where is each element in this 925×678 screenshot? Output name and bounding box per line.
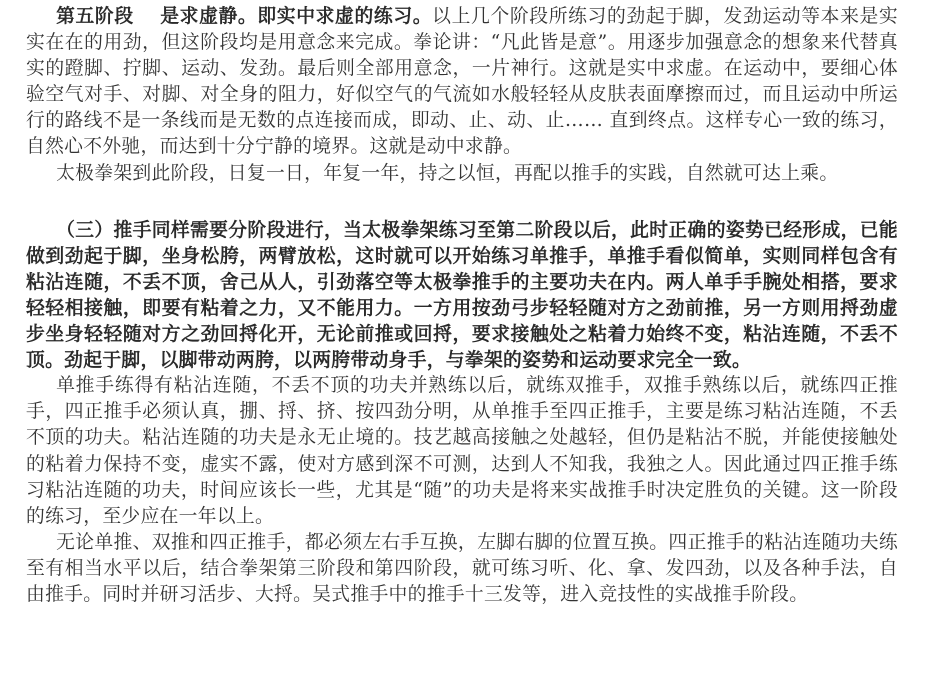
section-5-label: 第五阶段 [56,5,134,27]
section-5-heading: 是求虚静。即实中求虚的练习。 [160,5,433,27]
section-3-bold-paragraph: （三）推手同样需要分阶段进行，当太极拳架练习至第二阶段以后，此时正确的姿势已经形成，已能做到劲起于脚，坐身松胯，两臂放松，这时就可以开始练习单推手，单推手看似简单，实则同样包含有粘沾连随，不丢不顶，舍己从人，引劲落空等太极拳推手的主要功夫在内。两人单手手腕处相搭，要求轻轻相接触，即要有粘着之力，又不能用力。一方用按劲弓步轻轻随对方之劲前推，另一方则用捋劲虚步坐身轻轻随对方之劲回捋化开，无论前推或回捋，要求接触处之粘着力始终不变，粘沾连随，不丢不顶。劲起于脚，以脚带动两胯，以两胯带动身手，与拳架的姿势和运动要求完全一致。 [26,218,898,372]
closing-paragraph: 太极拳架到此阶段，日复一日，年复一年，持之以恒，再配以推手的实践，自然就可达上乘。 [56,162,839,184]
paragraph-gap [26,187,898,217]
section-5-paragraph [26,3,898,161]
double-push-hands-paragraph: 单推手练得有粘沾连随，不丢不顶的功夫并熟练以后，就练双推手，双推手熟练以后，就练四正推手，四正推手必须认真，掤、捋、挤、按四劲分明，从单推手至四正推手，主要是练习粘沾连随，不丢不顶的功夫。粘沾连随的功夫是永无止境的。技艺越高接触之处越轻，但仍是粘沾不脱，并能使接触处的粘着力保持不变，虚实不露，使对方感到深不可测，达到人不知我，我独之人。因此通过四正推手练习粘沾连随的功夫，时间应该长一些，尤其是“随”的功夫是将来实战推手时决定胜负的关键。这一阶段的练习，至少应在一年以上。 [26,375,898,527]
article-body [26,3,898,608]
advanced-push-hands-paragraph: 无论单推、双推和四正推手，都必须左右手互换，左脚右脚的位置互换。四正推手的粘沾连随功夫练至有相当水平以后，结合拳架第三阶段和第四阶段，就可练习听、化、拿、发四劲，以及各种手法，自由推手。同时并研习活步、大捋。吴式推手中的推手十三发等，进入竞技性的实战推手阶段。 [26,531,898,605]
section-5-body: 以上几个阶段所练习的劲起于脚，发劲运动等本来是实实在在的用劲，但这阶段均是用意念来完成。拳论讲：“凡此皆是意”。用逐步加强意念的想象来代替真实的蹬脚、拧脚、运动、发劲。最后则全部用意念，一片神行。这就是实中求虚。在运动中，要细心体验空气对手、对脚、对全身的阻力，好似空气的气流如水般轻轻从皮肤表面摩擦而过，而且运动中所运行的路线不是一条线而是无数的点连接而成，即动、止、动、止…… 直到终点。这样专心一致的练习，自然心不外驰，而达到十分宁静的境界。这就是动中求静。 [26,6,898,158]
